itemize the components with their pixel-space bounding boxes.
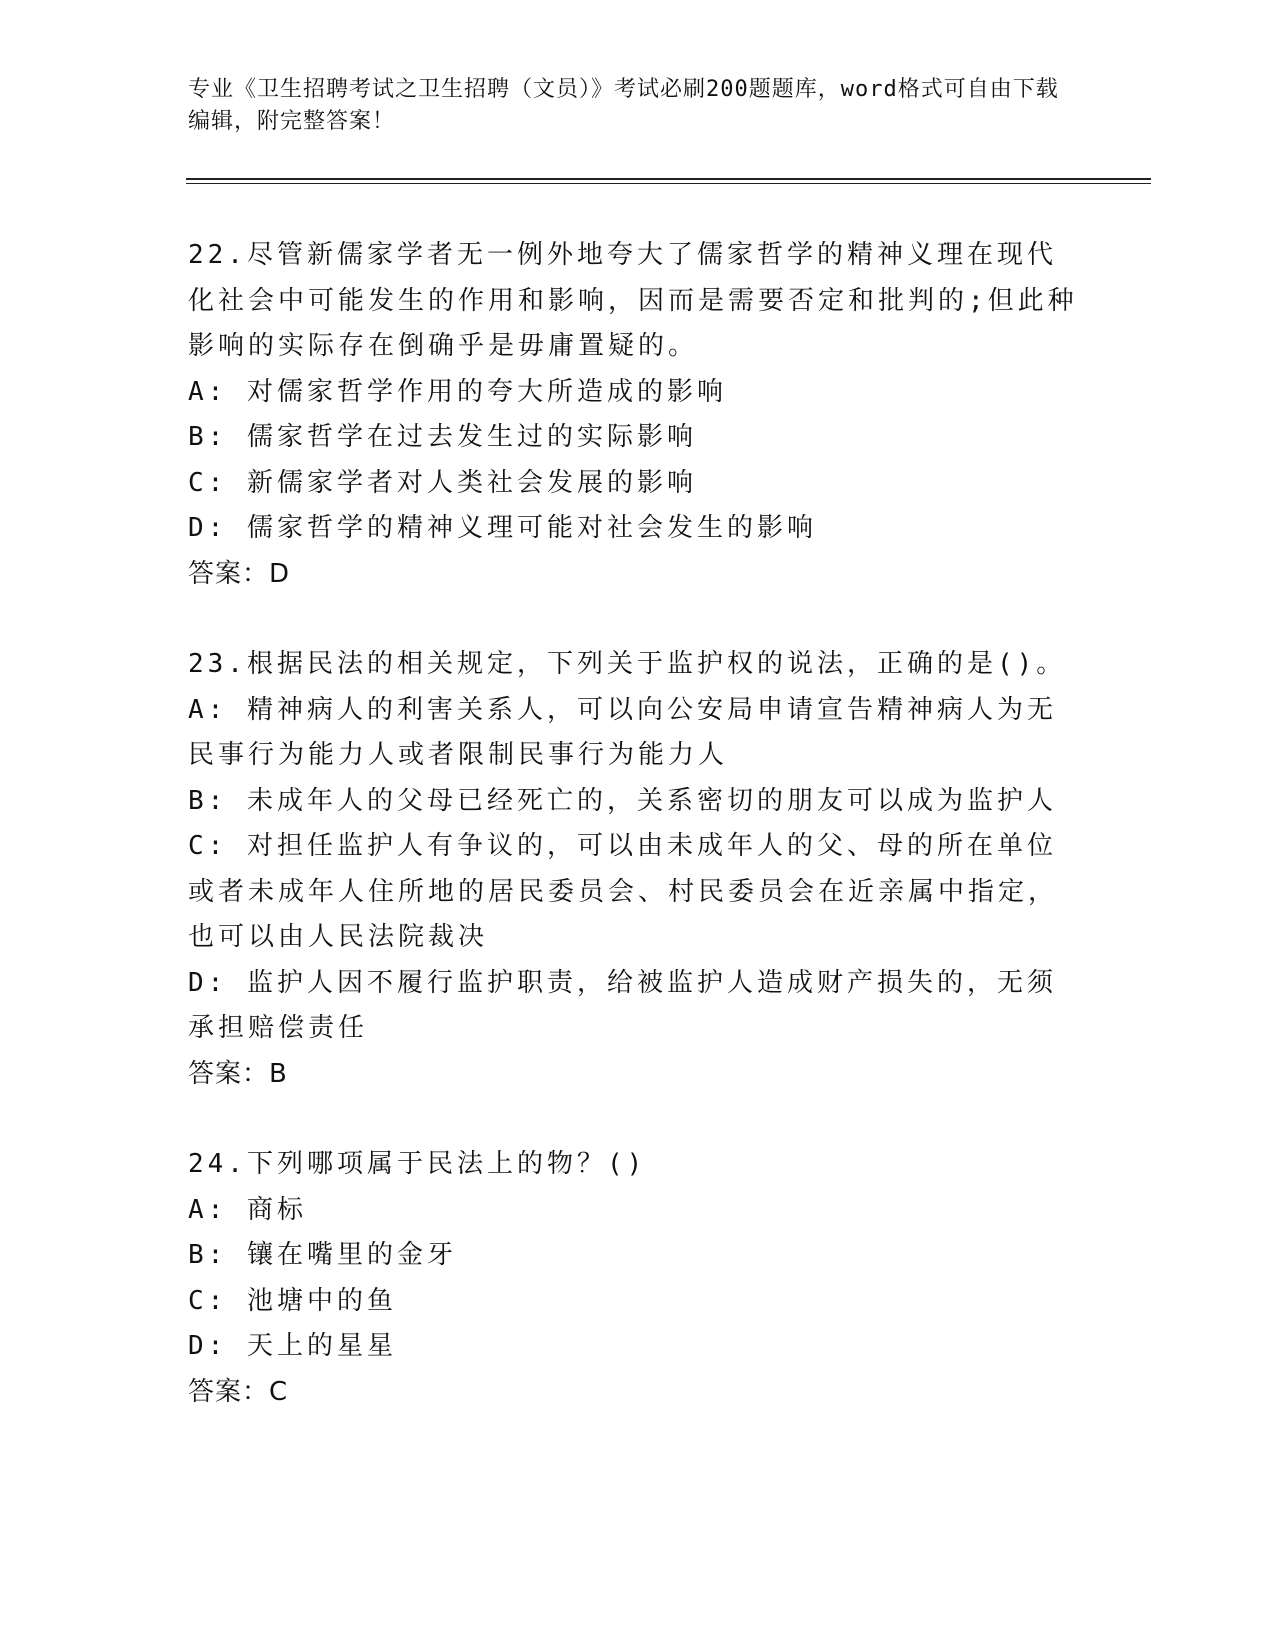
option-b: B: 镶在嘴里的金牙 xyxy=(188,1240,457,1270)
answer-line: 答案：D xyxy=(188,558,291,589)
answer-line: 答案：B xyxy=(188,1058,288,1089)
question-list xyxy=(188,233,1078,1460)
question-23 xyxy=(188,642,1078,1097)
document-header: 专业《卫生招聘考试之卫生招聘（文员）》考试必刷200题题库，word格式可自由下载编辑，附完整答案！ xyxy=(188,77,1059,134)
question-stem: 22.尽管新儒家学者无一例外地夸大了儒家哲学的精神义理在现代化社会中可能发生的作用和影响，因而是需要否定和批判的;但此种影响的实际存在倒确乎是毋庸置疑的。 xyxy=(188,240,1078,361)
option-d: D: 天上的星星 xyxy=(188,1331,397,1361)
answer-line: 答案：C xyxy=(188,1376,289,1407)
header-divider-thin xyxy=(186,183,1151,184)
option-b: B: 未成年人的父母已经死亡的，关系密切的朋友可以成为监护人 xyxy=(188,785,1057,816)
option-a: A: 精神病人的利害关系人，可以向公安局申请宣告精神病人为无民事行为能力人或者限制民事行为能力人 xyxy=(188,694,1057,770)
question-22 xyxy=(188,233,1078,597)
option-b: B: 儒家哲学在过去发生过的实际影响 xyxy=(188,422,697,452)
question-24 xyxy=(188,1142,1078,1415)
option-c: C: 对担任监护人有争议的，可以由未成年人的父、母的所在单位或者未成年人住所地的居民委员会、村民委员会在近亲属中指定，也可以由人民法院裁决 xyxy=(188,831,1059,952)
option-d: D: 儒家哲学的精神义理可能对社会发生的影响 xyxy=(188,513,817,543)
option-c: C: 新儒家学者对人类社会发展的影响 xyxy=(188,467,697,498)
option-d: D: 监护人因不履行监护职责，给被监护人造成财产损失的，无须承担赔偿责任 xyxy=(188,967,1057,1043)
option-a: A: 商标 xyxy=(188,1194,307,1225)
question-stem: 24.下列哪项属于民法上的物？() xyxy=(188,1149,647,1179)
question-stem: 23.根据民法的相关规定，下列关于监护权的说法，正确的是()。 xyxy=(188,649,1067,679)
option-c: C: 池塘中的鱼 xyxy=(188,1285,397,1316)
header-divider-thick xyxy=(186,178,1151,180)
option-a: A: 对儒家哲学作用的夸大所造成的影响 xyxy=(188,376,727,407)
